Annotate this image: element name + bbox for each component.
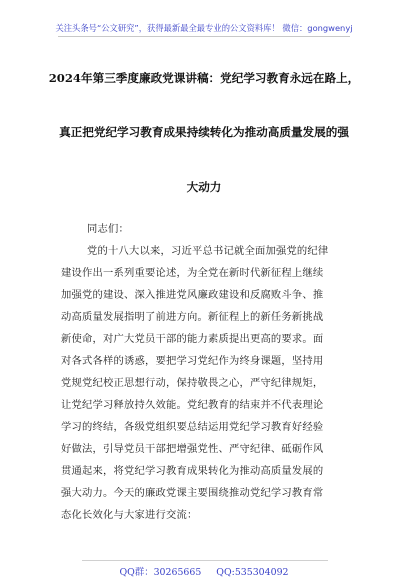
footer-divider [82,560,328,561]
document-title-line-2: 真正把党纪学习教育成果持续转化为推动高质量发展的强 [59,125,349,139]
body-line: 加强党的建设、深入推进党风廉政建设和反腐败斗争、推 [61,289,324,301]
document-title-line-3: 大动力 [186,180,222,194]
body-line: 学习的终结，各级党组织要总结运用党纪学习教育好经验 [61,421,324,433]
header-divider [58,36,350,37]
footer-contact [0,564,408,578]
body-line: 对各式各样的诱惑，要把学习党纪作为终身课题，坚持用 [61,355,324,367]
qq-number: QQ:535304092 [216,567,289,578]
body-line: 党的十八大以来，习近平总书记就全面加强党的纪律 [87,245,329,257]
body-line: 贯通起来，将党纪学习教育成果转化为推动高质量发展的 [61,465,324,477]
body-line: 态化长效化与大家进行交流： [61,509,198,521]
qq-group-number: QQ群：30265665 [119,567,202,578]
body-line: 党规党纪校正思想行动，保持敬畏之心，严守纪律规矩， [61,377,324,389]
body-line: 强大动力。今天的廉政党课主要围绕推动党纪学习教育常 [61,487,324,499]
body-line: 建设作出一系列重要论述，为全党在新时代新征程上继续 [61,267,324,279]
header-banner: 关注头条号“公文研究”，获得最新最全最专业的公文资料库！ 微信：gongwenyj [55,23,353,33]
body-line: 好做法，引导党员干部把增强党性、严守纪律、砥砺作风 [61,443,324,455]
document-title-line-1: 2024年第三季度廉政党课讲稿：党纪学习教育永远在路上， [48,71,360,85]
body-line: 新使命，对广大党员干部的能力素质提出更高的要求。面 [61,333,324,345]
salutation: 同志们： [87,223,129,235]
body-line: 让党纪学习释放持久效能。党纪教育的结束并不代表理论 [61,399,324,411]
body-line: 动高质量发展指明了前进方向。新征程上的新任务新挑战 [61,311,324,323]
